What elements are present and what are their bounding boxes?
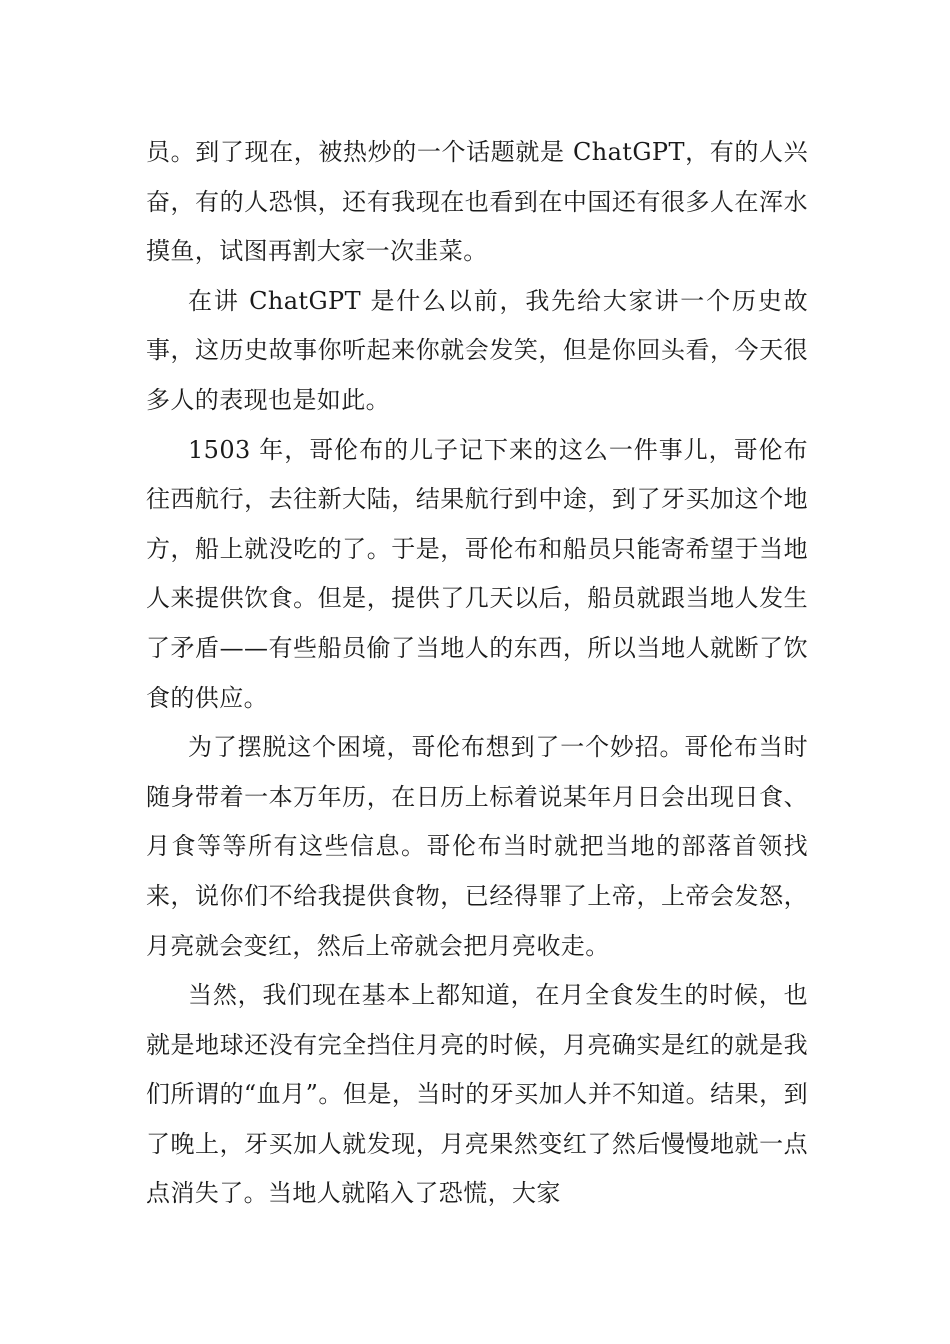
paragraph-continued: 员。到了现在，被热炒的一个话题就是 ChatGPT，有的人兴奋，有的人恐惧，还有我现在也看到在中国还有很多人在浑水摸鱼，试图再割大家一次韭菜。 (146, 138, 808, 266)
body-text (146, 128, 808, 1219)
paragraph: 1503 年，哥伦布的儿子记下来的这么一件事儿，哥伦布往西航行，去往新大陆，结果航行到中途，到了牙买加这个地方，船上就没吃的了。于是，哥伦布和船员只能寄希望于当地人来提供饮食。但是，提供了几天以后，船员就跟当地人发生了矛盾——有些船员偷了当地人的东西，所以当地人就断了饮食的供应。 (146, 435, 808, 712)
paragraph: 为了摆脱这个困境，哥伦布想到了一个妙招。哥伦布当时随身带着一本万年历，在日历上标着说某年月日会出现日食、月食等等所有这些信息。哥伦布当时就把当地的部落首领找来，说你们不给我提供食物，已经得罪了上帝，上帝会发怒，月亮就会变红，然后上帝就会把月亮收走。 (146, 733, 808, 960)
paragraph: 在讲 ChatGPT 是什么以前，我先给大家讲一个历史故事，这历史故事你听起来你就会发笑，但是你回头看，今天很多人的表现也是如此。 (146, 286, 808, 414)
paragraph: 当然，我们现在基本上都知道，在月全食发生的时候，也就是地球还没有完全挡住月亮的时候，月亮确实是红的就是我们所谓的“血月”。但是，当时的牙买加人并不知道。结果，到了晚上，牙买加人就发现，月亮果然变红了然后慢慢地就一点点消失了。当地人就陷入了恐慌，大家 (146, 981, 808, 1208)
